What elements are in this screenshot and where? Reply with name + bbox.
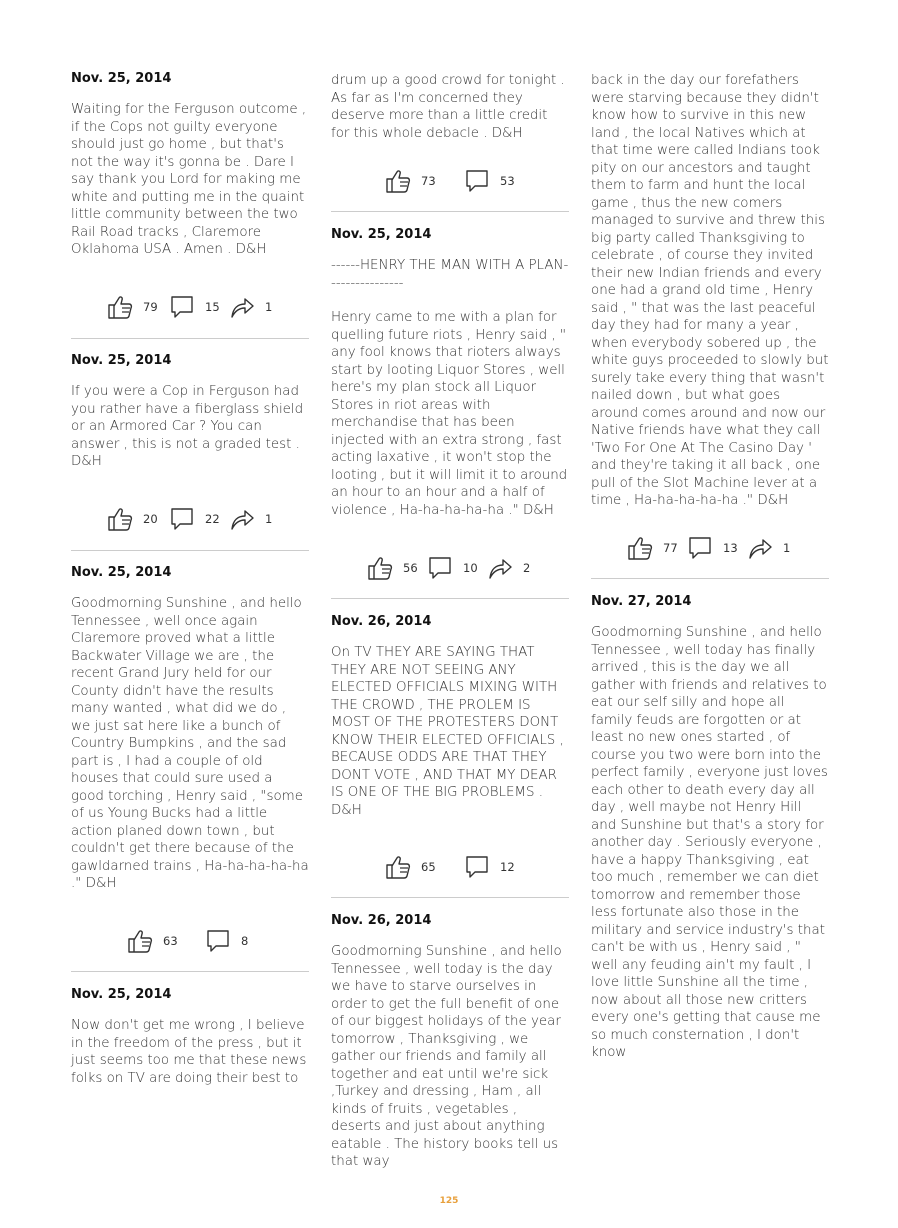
- comment-number: 15: [205, 300, 220, 314]
- post: [331, 913, 569, 1171]
- post-actions: [591, 533, 829, 563]
- post-actions: [331, 852, 569, 882]
- comment-icon[interactable]: [464, 168, 490, 194]
- like-count[interactable]: [127, 926, 178, 956]
- post: [71, 987, 309, 1087]
- comment-number: 10: [463, 561, 478, 575]
- thumbs-up-icon[interactable]: [385, 854, 411, 880]
- like-count[interactable]: [385, 166, 436, 196]
- comment-count[interactable]: [169, 504, 220, 534]
- post-text: Goodmorning Sunshine , and hello Tennessee , well once again Claremore proved what a little Backwater Village we are , the recent Grand Jury held for our County didn't have the results many wanted , what did we do , we just sat here like a bunch of Country Bumpkins , and the sad part is , I had a couple of old houses that could sure used a good torching , Henry said , "some of us Young Bucks had a little action planed down town , but couldn't get there because of the gawldarned trains , Ha-ha-ha-ha-ha ." D&H: [71, 596, 309, 891]
- like-number: 56: [403, 561, 418, 575]
- like-number: 63: [163, 934, 178, 948]
- share-count[interactable]: [229, 504, 272, 534]
- comment-count[interactable]: [464, 852, 515, 882]
- comment-icon[interactable]: [427, 555, 453, 581]
- post-date: Nov. 25, 2014: [71, 987, 172, 1002]
- post-actions: [331, 553, 569, 583]
- post-text: drum up a good crowd for tonight . As far as I'm concerned they deserve more than a little credit for this whole debacle . D&H: [331, 73, 565, 141]
- post-text: Waiting for the Ferguson outcome , if the Cops not guilty everyone should just go home , but that's not the way it's gonna be . Dare I say thank you Lord for making me white and putting me in the quaint little community between the two Rail Road tracks , Claremore Oklahoma USA . Amen . D&H: [71, 102, 307, 257]
- post-text: back in the day our forefathers were starving because they didn't know how to survive in this new land , the local Natives which at that time were called Indians took pity on our ancestors and taught them to farm and hunt the local game , thus the new comers managed to survive and threw this big party called Thanksgiving to celebrate , of course they invited their new Indian friends and every one had a grand old time , Henry said , " that was the last peaceful day they had for many a year , when everybody sobered up , the white guys proceeded to slowly but surely take every thing that wasn't nailed down , but what goes around comes around and now our Native friends have what they call 'Two For One At The Casino Day ' and they're taking it all back , one pull of the Slot Machine lever at a time , Ha-ha-ha-ha-ha ." D&H: [591, 73, 829, 508]
- divider: [331, 598, 569, 599]
- share-count[interactable]: [487, 553, 530, 583]
- divider: [331, 897, 569, 898]
- divider: [71, 550, 309, 551]
- post: [71, 565, 309, 893]
- page-number: 125: [439, 1196, 459, 1206]
- post-date: Nov. 26, 2014: [331, 913, 432, 928]
- like-number: 77: [663, 541, 678, 555]
- like-count[interactable]: [367, 553, 418, 583]
- post-date: Nov. 25, 2014: [331, 227, 432, 242]
- post: [71, 353, 309, 471]
- share-icon[interactable]: [747, 535, 773, 561]
- post-actions: [71, 292, 309, 322]
- divider: [71, 971, 309, 972]
- like-count[interactable]: [627, 533, 678, 563]
- divider: [331, 211, 569, 212]
- post-date: Nov. 27, 2014: [591, 594, 692, 609]
- share-number: 2: [523, 561, 531, 575]
- thumbs-up-icon[interactable]: [107, 294, 133, 320]
- divider: [71, 338, 309, 339]
- post-title: ------HENRY THE MAN WITH A PLAN----------------: [331, 258, 569, 291]
- post-text: Now don't get me wrong , I believe in the freedom of the press , but it just seems too me that these news folks on TV are doing their best to: [71, 1018, 307, 1086]
- like-count[interactable]: [385, 852, 436, 882]
- post-text: If you were a Cop in Ferguson had you rather have a fiberglass shield or an Armored Car ? You can answer , this is not a graded test . D&H: [71, 384, 304, 469]
- comment-icon[interactable]: [169, 506, 195, 532]
- like-count[interactable]: [107, 292, 158, 322]
- share-count[interactable]: [747, 533, 790, 563]
- post-actions: [331, 166, 569, 196]
- post-text: Goodmorning Sunshine , and hello Tennessee , well today is the day we have to starve ourselves in order to get the full benefit of one of our biggest holidays of the year tomorrow , Thanksgiving , we gather our friends and family all together and eat until we're sick ,Turkey and dressing , Ham , all kinds of fruits , vegetables , deserts and just about anything eatable . The history books tell us that way: [331, 944, 562, 1169]
- post-date: Nov. 25, 2014: [71, 71, 172, 86]
- post-text: On TV THEY ARE SAYING THAT THEY ARE NOT SEEING ANY ELECTED OFFICIALS MIXING WITH THE CROWD , THE PROLEM IS MOST OF THE PROTESTERS DONT KNOW THEIR ELECTED OFFICIALS , BECAUSE ODDS ARE THAT THEY DONT VOTE , AND THAT MY DEAR IS ONE OF THE BIG PROBLEMS . D&H: [331, 645, 564, 818]
- post-date: Nov. 25, 2014: [71, 353, 172, 368]
- comment-icon[interactable]: [687, 535, 713, 561]
- comment-number: 13: [723, 541, 738, 555]
- comment-number: 8: [241, 934, 249, 948]
- like-number: 73: [421, 174, 436, 188]
- share-icon[interactable]: [229, 294, 255, 320]
- post-date: Nov. 25, 2014: [71, 565, 172, 580]
- share-icon[interactable]: [229, 506, 255, 532]
- post-date: Nov. 26, 2014: [331, 614, 432, 629]
- post: [331, 614, 569, 819]
- post: [591, 594, 829, 1062]
- like-number: 20: [143, 512, 158, 526]
- post-text: Henry came to me with a plan for quelling future riots , Henry said , " any fool knows that rioters always start by looting Liquor Stores , well here's my plan stock all Liquor Stores in riot areas with merchandise that has been injected with an extra strong , fast acting laxative , it won't stop the looting , but it will limit it to around an hour to an hour and a half of violence , Ha-ha-ha-ha-ha ." D&H: [331, 310, 568, 518]
- thumbs-up-icon[interactable]: [367, 555, 393, 581]
- post-continued: [331, 72, 569, 142]
- thumbs-up-icon[interactable]: [627, 535, 653, 561]
- share-number: 1: [783, 541, 791, 555]
- like-number: 65: [421, 860, 436, 874]
- comment-icon[interactable]: [205, 928, 231, 954]
- comment-number: 22: [205, 512, 220, 526]
- comment-count[interactable]: [427, 553, 478, 583]
- thumbs-up-icon[interactable]: [385, 168, 411, 194]
- comment-icon[interactable]: [464, 854, 490, 880]
- post-continued: [591, 72, 829, 510]
- comment-count[interactable]: [464, 166, 515, 196]
- comment-count[interactable]: [169, 292, 220, 322]
- like-number: 79: [143, 300, 158, 314]
- post-actions: [71, 926, 309, 956]
- thumbs-up-icon[interactable]: [107, 506, 133, 532]
- comment-count[interactable]: [205, 926, 248, 956]
- comment-number: 53: [500, 174, 515, 188]
- like-count[interactable]: [107, 504, 158, 534]
- post-text: Goodmorning Sunshine , and hello Tennessee , well today has finally arrived , this is the day we all gather with friends and relatives to eat our self silly and hope all family feuds are forgotten or at least no new ones started , of course you two were born into the perfect family , everyone just loves each other to death every day all day , well maybe not Henry Hill and Sunshine but that's a story for another day . Seriously everyone , have a happy Thanksgiving , eat too much , remember we can diet tomorrow and remember those less fortunate also those in the military and service industry's that can't be with us , Henry said , " well any feuding ain't my fault , I love little Sunshine all the time , now about all those new critters every one's getting that cause me so much consternation , I don't know: [591, 625, 828, 1060]
- comment-count[interactable]: [687, 533, 738, 563]
- post: [71, 71, 309, 259]
- share-number: 1: [265, 512, 273, 526]
- share-icon[interactable]: [487, 555, 513, 581]
- divider: [591, 578, 829, 579]
- share-number: 1: [265, 300, 273, 314]
- comment-icon[interactable]: [169, 294, 195, 320]
- comment-number: 12: [500, 860, 515, 874]
- share-count[interactable]: [229, 292, 272, 322]
- post-actions: [71, 504, 309, 534]
- post: [331, 227, 569, 519]
- thumbs-up-icon[interactable]: [127, 928, 153, 954]
